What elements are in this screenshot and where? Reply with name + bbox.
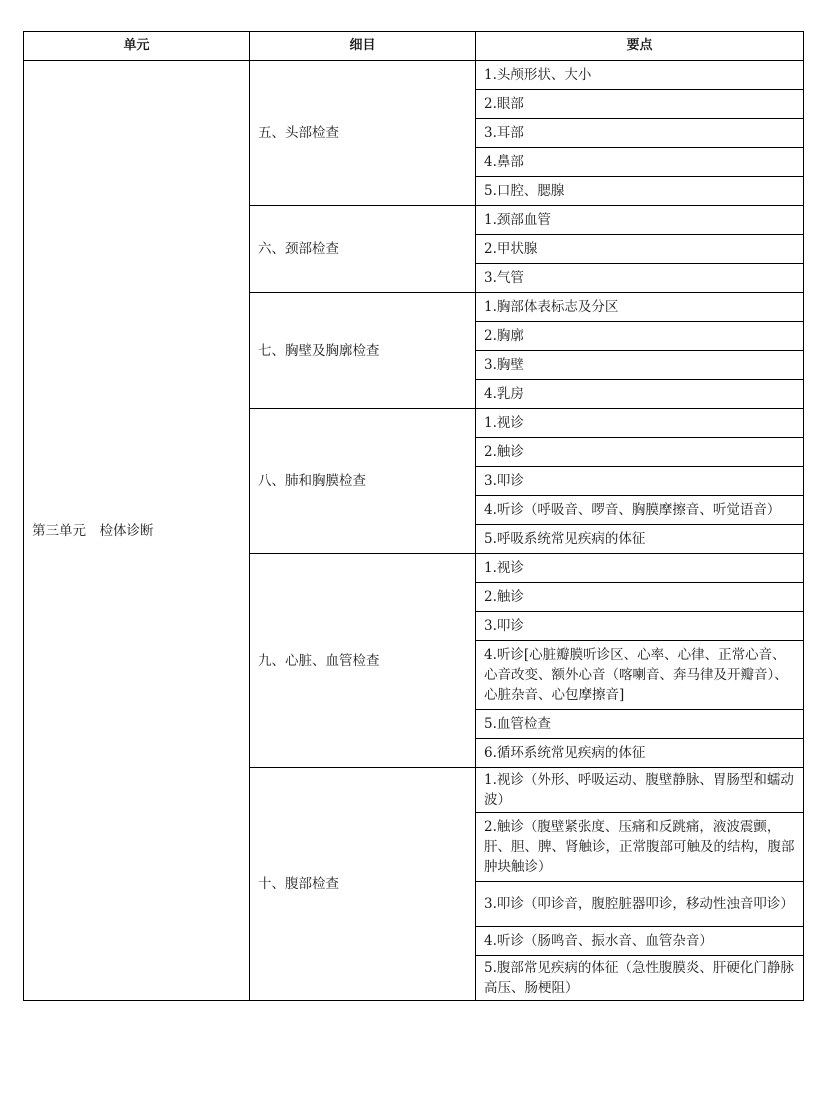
point-cell: 2.甲状腺 <box>476 235 804 264</box>
header-points: 要点 <box>476 32 804 61</box>
point-cell: 5.血管检查 <box>476 710 804 739</box>
point-cell: 1.视诊（外形、呼吸运动、腹壁静脉、胃肠型和蠕动波） <box>476 768 804 813</box>
point-cell: 3.耳部 <box>476 119 804 148</box>
point-cell: 3.叩诊 <box>476 612 804 641</box>
point-cell: 4.听诊（肠鸣音、振水音、血管杂音） <box>476 927 804 956</box>
point-cell: 1.视诊 <box>476 409 804 438</box>
detail-cell: 六、颈部检查 <box>250 206 476 293</box>
point-cell: 2.触诊（腹壁紧张度、压痛和反跳痛，液波震颤，肝、胆、脾、肾触诊，正常腹部可触及的结构，腹部肿块触诊） <box>476 813 804 882</box>
detail-cell: 五、头部检查 <box>250 61 476 206</box>
point-cell: 5.腹部常见疾病的体征（急性腹膜炎、肝硬化门静脉高压、肠梗阻） <box>476 956 804 1001</box>
detail-cell: 七、胸壁及胸廓检查 <box>250 293 476 409</box>
point-cell: 2.触诊 <box>476 438 804 467</box>
point-cell: 4.鼻部 <box>476 148 804 177</box>
point-cell: 3.气管 <box>476 264 804 293</box>
header-detail: 细目 <box>250 32 476 61</box>
point-cell: 4.听诊[心脏瓣膜听诊区、心率、心律、正常心音、心音改变、额外心音（喀喇音、奔马律及开瓣音）、心脏杂音、心包摩擦音] <box>476 641 804 710</box>
point-cell: 3.胸壁 <box>476 351 804 380</box>
detail-cell: 八、肺和胸膜检查 <box>250 409 476 554</box>
syllabus-table <box>23 31 804 1001</box>
point-cell: 1.视诊 <box>476 554 804 583</box>
point-cell: 1.颈部血管 <box>476 206 804 235</box>
header-unit: 单元 <box>24 32 250 61</box>
point-cell: 5.呼吸系统常见疾病的体征 <box>476 525 804 554</box>
point-cell: 2.触诊 <box>476 583 804 612</box>
point-cell: 5.口腔、腮腺 <box>476 177 804 206</box>
point-cell: 2.眼部 <box>476 90 804 119</box>
point-cell: 4.听诊（呼吸音、啰音、胸膜摩擦音、听觉语音） <box>476 496 804 525</box>
point-cell: 1.胸部体表标志及分区 <box>476 293 804 322</box>
detail-cell: 十、腹部检查 <box>250 768 476 1001</box>
detail-cell: 九、心脏、血管检查 <box>250 554 476 768</box>
header-row <box>24 32 804 61</box>
point-cell: 4.乳房 <box>476 380 804 409</box>
point-cell: 1.头颅形状、大小 <box>476 61 804 90</box>
point-cell: 3.叩诊（叩诊音，腹腔脏器叩诊，移动性浊音叩诊） <box>476 882 804 927</box>
unit-cell: 第三单元 检体诊断 <box>24 61 250 1001</box>
point-cell: 3.叩诊 <box>476 467 804 496</box>
point-cell: 6.循环系统常见疾病的体征 <box>476 739 804 768</box>
table-row <box>24 61 804 90</box>
point-cell: 2.胸廓 <box>476 322 804 351</box>
